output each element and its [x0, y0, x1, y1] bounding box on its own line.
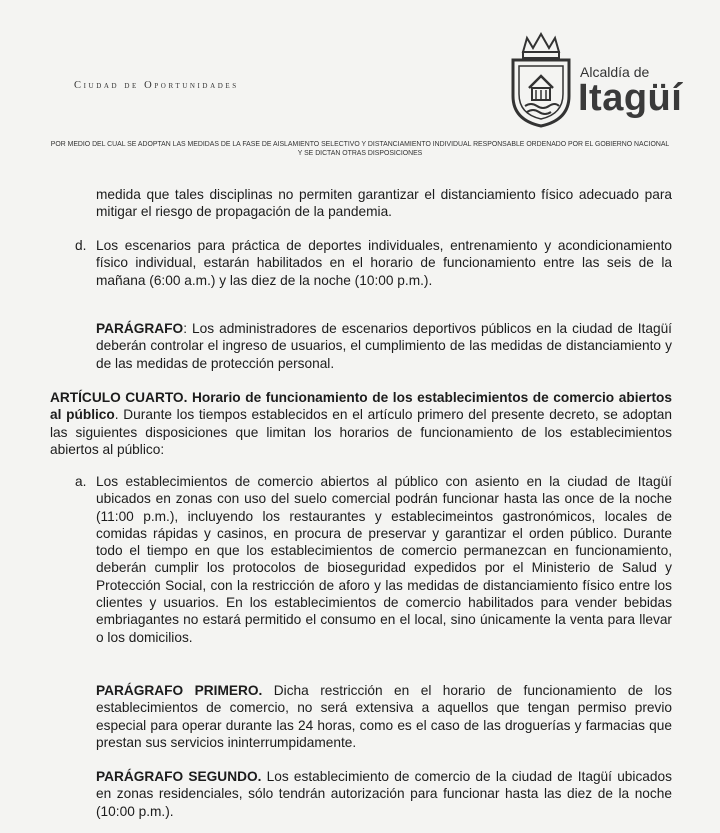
paragrafo-primero-label: PARÁGRAFO PRIMERO. — [96, 683, 263, 698]
paragrafo-text: : Los administradores de escenarios deportivos públicos en la ciudad de Itagüí deberán controlar el ingreso de usuarios, el cumplimiento de las medidas de distanciamiento y de las medidas de protección personal. — [96, 321, 672, 371]
articulo-cuarto-paragraph — [50, 389, 672, 458]
paragrafo-primero-paragraph — [96, 682, 672, 751]
paragrafo-label: PARÁGRAFO — [96, 321, 184, 336]
logo-subtitle: Alcaldía de — [580, 64, 650, 80]
paragrafo-primero-text: Dicha restricción en el horario de funcionamiento de los establecimientos de comercio, no será extensiva a aquellos que tengan permiso previo especial para operar durante las 24 horas, como es el caso de las droguerías y farmacias que prestan sus servicios ininterrumpidamente. — [96, 683, 672, 750]
item-d-marker: d. — [75, 238, 87, 253]
articulo-cuarto-text: . Durante los tiempos establecidos en el artículo primero del presente decreto, se adoptan las siguientes disposiciones que limitan los horarios de funcionamiento de los establecimientos abiertos al público: — [50, 407, 672, 457]
articulo-cuarto-heading: ARTÍCULO CUARTO. Horario de funcionamiento de los establecimientos de comercio abiertos al público — [50, 390, 672, 423]
item-a-paragraph: Los establecimientos de comercio abiertos al público con asiento en la ciudad de Itagüí ubicados en zonas con uso del suelo comercial podrán funcionar hasta las once de la noche (11:00 p.m.), incluyendo los restaurantes y establecimeintos gastronómicos, locales de comidas rápidas y casinos, en procura de preservar y garantizar el orden público. Durante todo el tiempo en que los establecimientos de comercio permanezcan en funcionamiento, deberán cumplir los protocolos de bioseguridad expedidos por el Ministerio de Salud y Protección Social, con la restricción de aforo y las medidas de distanciamiento físico entre los clientes y usuarios. En los establecimientos de comercio habilitados para vender bebidas embriagantes no estará permitido el consumo en el local, sino únicamente la venta para llevar o los domicilios. — [96, 474, 672, 645]
item-a-marker: a. — [75, 474, 87, 489]
paragrafo-segundo-paragraph — [96, 768, 672, 820]
paragrafo-segundo-label: PARÁGRAFO SEGUNDO. — [96, 769, 262, 784]
item-d-paragraph: Los escenarios para práctica de deportes individuales, entrenamiento y acondicionamiento físico individual, estarán habilitados en el horario de funcionamiento entre las seis de la mañana (6:00 a.m.) y las diez de la noche (10:00 p.m.). — [96, 238, 672, 288]
municipal-logo — [505, 30, 683, 130]
continuation-paragraph: medida que tales disciplinas no permiten garantizar el distanciamiento físico adecuado para mitigar el riesgo de propagación de la pandemia. — [96, 187, 672, 220]
city-tagline: Ciudad de Oportunidades — [74, 80, 239, 91]
decree-title: POR MEDIO DEL CUAL SE ADOPTAN LAS MEDIDAS DE LA FASE DE AISLAMIENTO SELECTIVO Y DISTANCIAMIENTO INDIVIDUAL RESPONSABLE ORDENADO POR EL GOBIERNO NACIONAL Y SE DICTAN OTRAS DISPOSICIONES — [50, 141, 670, 157]
logo-wordmark: Itagüí — [578, 77, 683, 119]
coat-of-arms-icon — [505, 30, 577, 130]
paragrafo-segundo-text: Los establecimiento de comercio de la ciudad de Itagüí ubicados en zonas residenciales, sólo tendrán autorización para funcionar hasta las diez de la noche (10:00 p.m.). — [96, 769, 672, 819]
paragrafo-paragraph — [96, 320, 672, 372]
